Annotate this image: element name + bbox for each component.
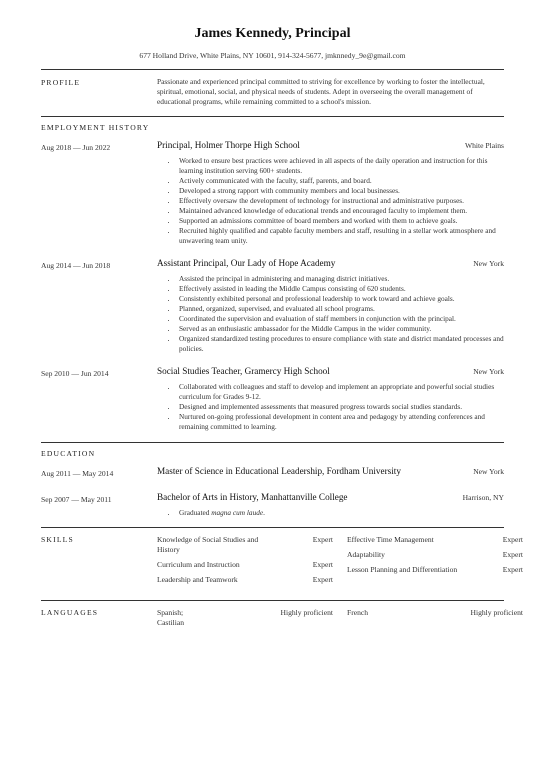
skill-item: [157, 560, 333, 570]
section-title-skills: SKILLS: [41, 535, 74, 544]
section-title-employment: EMPLOYMENT HISTORY: [41, 123, 150, 132]
skill-level: Expert: [502, 550, 523, 559]
section-title-profile: PROFILE: [41, 78, 81, 87]
bullet-item: • Designed and implemented assessments that measured progress towards social studies standards.: [177, 402, 504, 412]
bullet-item: • Collaborated with colleagues and staff to develop and implement an appropriate and powerful social studies curriculum for Grades 9-12.: [177, 382, 504, 402]
skill-item: [157, 575, 333, 585]
section-title-languages: LANGUAGES: [41, 608, 99, 617]
job-location: New York: [473, 259, 504, 268]
job-location: White Plains: [464, 141, 504, 150]
skill-name: Lesson Planning and Differentiation: [347, 565, 458, 574]
education-dates: Sep 2007 — May 2011: [41, 495, 112, 504]
job-entry: [41, 258, 504, 354]
skills-section: [41, 528, 523, 600]
languages-section: [41, 601, 523, 638]
job-dates: Sep 2010 — Jun 2014: [41, 369, 109, 378]
job-dates: Aug 2018 — Jun 2022: [41, 143, 111, 152]
job-title: Principal, Holmer Thorpe High School: [157, 140, 300, 150]
bullet-item: • Maintained advanced knowledge of educational trends and encouraged faculty to implement them.: [177, 206, 504, 216]
education-title: Bachelor of Arts in History, Manhattanville College: [157, 492, 348, 502]
education-entry: [41, 466, 504, 478]
honor-latin: magna cum laude: [211, 508, 264, 517]
bullet-item: • Effectively oversaw the development of technology for instructional and administrative purposes.: [177, 196, 504, 206]
skill-item: [157, 535, 333, 555]
bullet-item: • Nurtured on-going professional development in content area and pedagogy by attending conferences and remaining committed to learning.: [177, 412, 504, 432]
education-dates: Aug 2011 — May 2014: [41, 469, 114, 478]
candidate-name: James Kennedy, Principal: [194, 26, 351, 41]
education-entry: [41, 492, 504, 518]
bullet-item: • Coordinated the supervision and evaluation of staff members in conjunction with the principal.: [177, 314, 504, 324]
bullet-item: • Assisted the principal in administering and managing district initiatives.: [177, 274, 504, 284]
language-name: French: [347, 608, 369, 617]
language-level: Highly proficient: [470, 608, 523, 617]
education-location: New York: [473, 467, 504, 476]
skill-level: Expert: [502, 565, 523, 574]
job-title: Assistant Principal, Our Lady of Hope Academy: [157, 258, 336, 268]
job-title: Social Studies Teacher, Gramercy High School: [157, 366, 330, 376]
language-item: [157, 608, 333, 628]
skill-level: Expert: [312, 560, 333, 569]
skill-level: Expert: [312, 535, 333, 544]
skill-name: Curriculum and Instruction: [157, 560, 240, 569]
skill-name: Effective Time Management: [347, 535, 434, 544]
skills-column-right: [347, 535, 523, 590]
bullet-item: • Organized standardized testing procedures to ensure compliance with state and district mandated processes and policies.: [177, 334, 504, 354]
skill-name: Knowledge of Social Studies and History: [157, 535, 259, 554]
bullet-item: • Worked to ensure best practices were achieved in all aspects of the daily operation and instruction for this learning institution serving 600+ students.: [177, 156, 504, 176]
bullet-item: • Supported an admissions committee of board members and worked with them to achieve goals.: [177, 216, 504, 226]
language-item: [347, 608, 523, 628]
job-bullets: [157, 156, 504, 246]
language-level: Highly proficient: [280, 608, 333, 617]
contact-info: 677 Holland Drive, White Plains, NY 10601, 914-324-5677, jmknnedy_9e@gmail.com: [139, 51, 406, 60]
job-dates: Aug 2014 — Jun 2018: [41, 261, 111, 270]
job-bullets: [157, 274, 504, 354]
education-section: [41, 443, 504, 527]
language-name: Spanish; Castilian: [157, 608, 184, 627]
job-entry: [41, 140, 504, 246]
skills-column-left: [157, 535, 333, 590]
profile-section: [41, 70, 504, 116]
bullet-item: • Served as an enthusiastic ambassador for the Middle Campus in the wider community.: [177, 324, 504, 334]
bullet-item: • Effectively assisted in leading the Middle Campus consisting of 620 students.: [177, 284, 504, 294]
bullet-item: • Recruited highly qualified and capable faculty members and staff, resulting in a stellar work atmosphere and unwavering team unity.: [177, 226, 504, 246]
employment-section: [41, 117, 504, 432]
skill-level: Expert: [312, 575, 333, 584]
skill-item: [347, 550, 523, 560]
honor-suffix: .: [263, 508, 265, 517]
bullet-item: • Developed a strong rapport with community members and local businesses.: [177, 186, 504, 196]
bullet-item: • Planned, organized, supervised, and evaluated all school programs.: [177, 304, 504, 314]
education-bullets: [157, 508, 504, 518]
skill-item: [347, 565, 523, 575]
bullet-item: • Actively communicated with the faculty, staff, parents, and board.: [177, 176, 504, 186]
skill-name: Adaptability: [347, 550, 385, 559]
resume-header: [41, 0, 504, 61]
honor-prefix: Graduated: [179, 508, 212, 517]
education-title: Master of Science in Educational Leadership, Fordham University: [157, 466, 401, 476]
profile-text: Passionate and experienced principal committed to striving for excellence by working to foster the intellectual, spiritual, emotional, social, and physical needs of students. Adept in overseeing the overall management of educational programs, while remaining committed to a school's mission.: [157, 77, 485, 106]
job-bullets: [157, 382, 504, 432]
education-location: Harrison, NY: [462, 493, 504, 502]
section-title-education: EDUCATION: [41, 449, 96, 458]
job-entry: [41, 366, 504, 432]
skill-name: Leadership and Teamwork: [157, 575, 238, 584]
bullet-item: • Consistently exhibited personal and professional leadership to work toward and achieve goals.: [177, 294, 504, 304]
bullet-item: [177, 508, 504, 518]
skill-level: Expert: [502, 535, 523, 544]
job-location: New York: [473, 367, 504, 376]
skill-item: [347, 535, 523, 545]
